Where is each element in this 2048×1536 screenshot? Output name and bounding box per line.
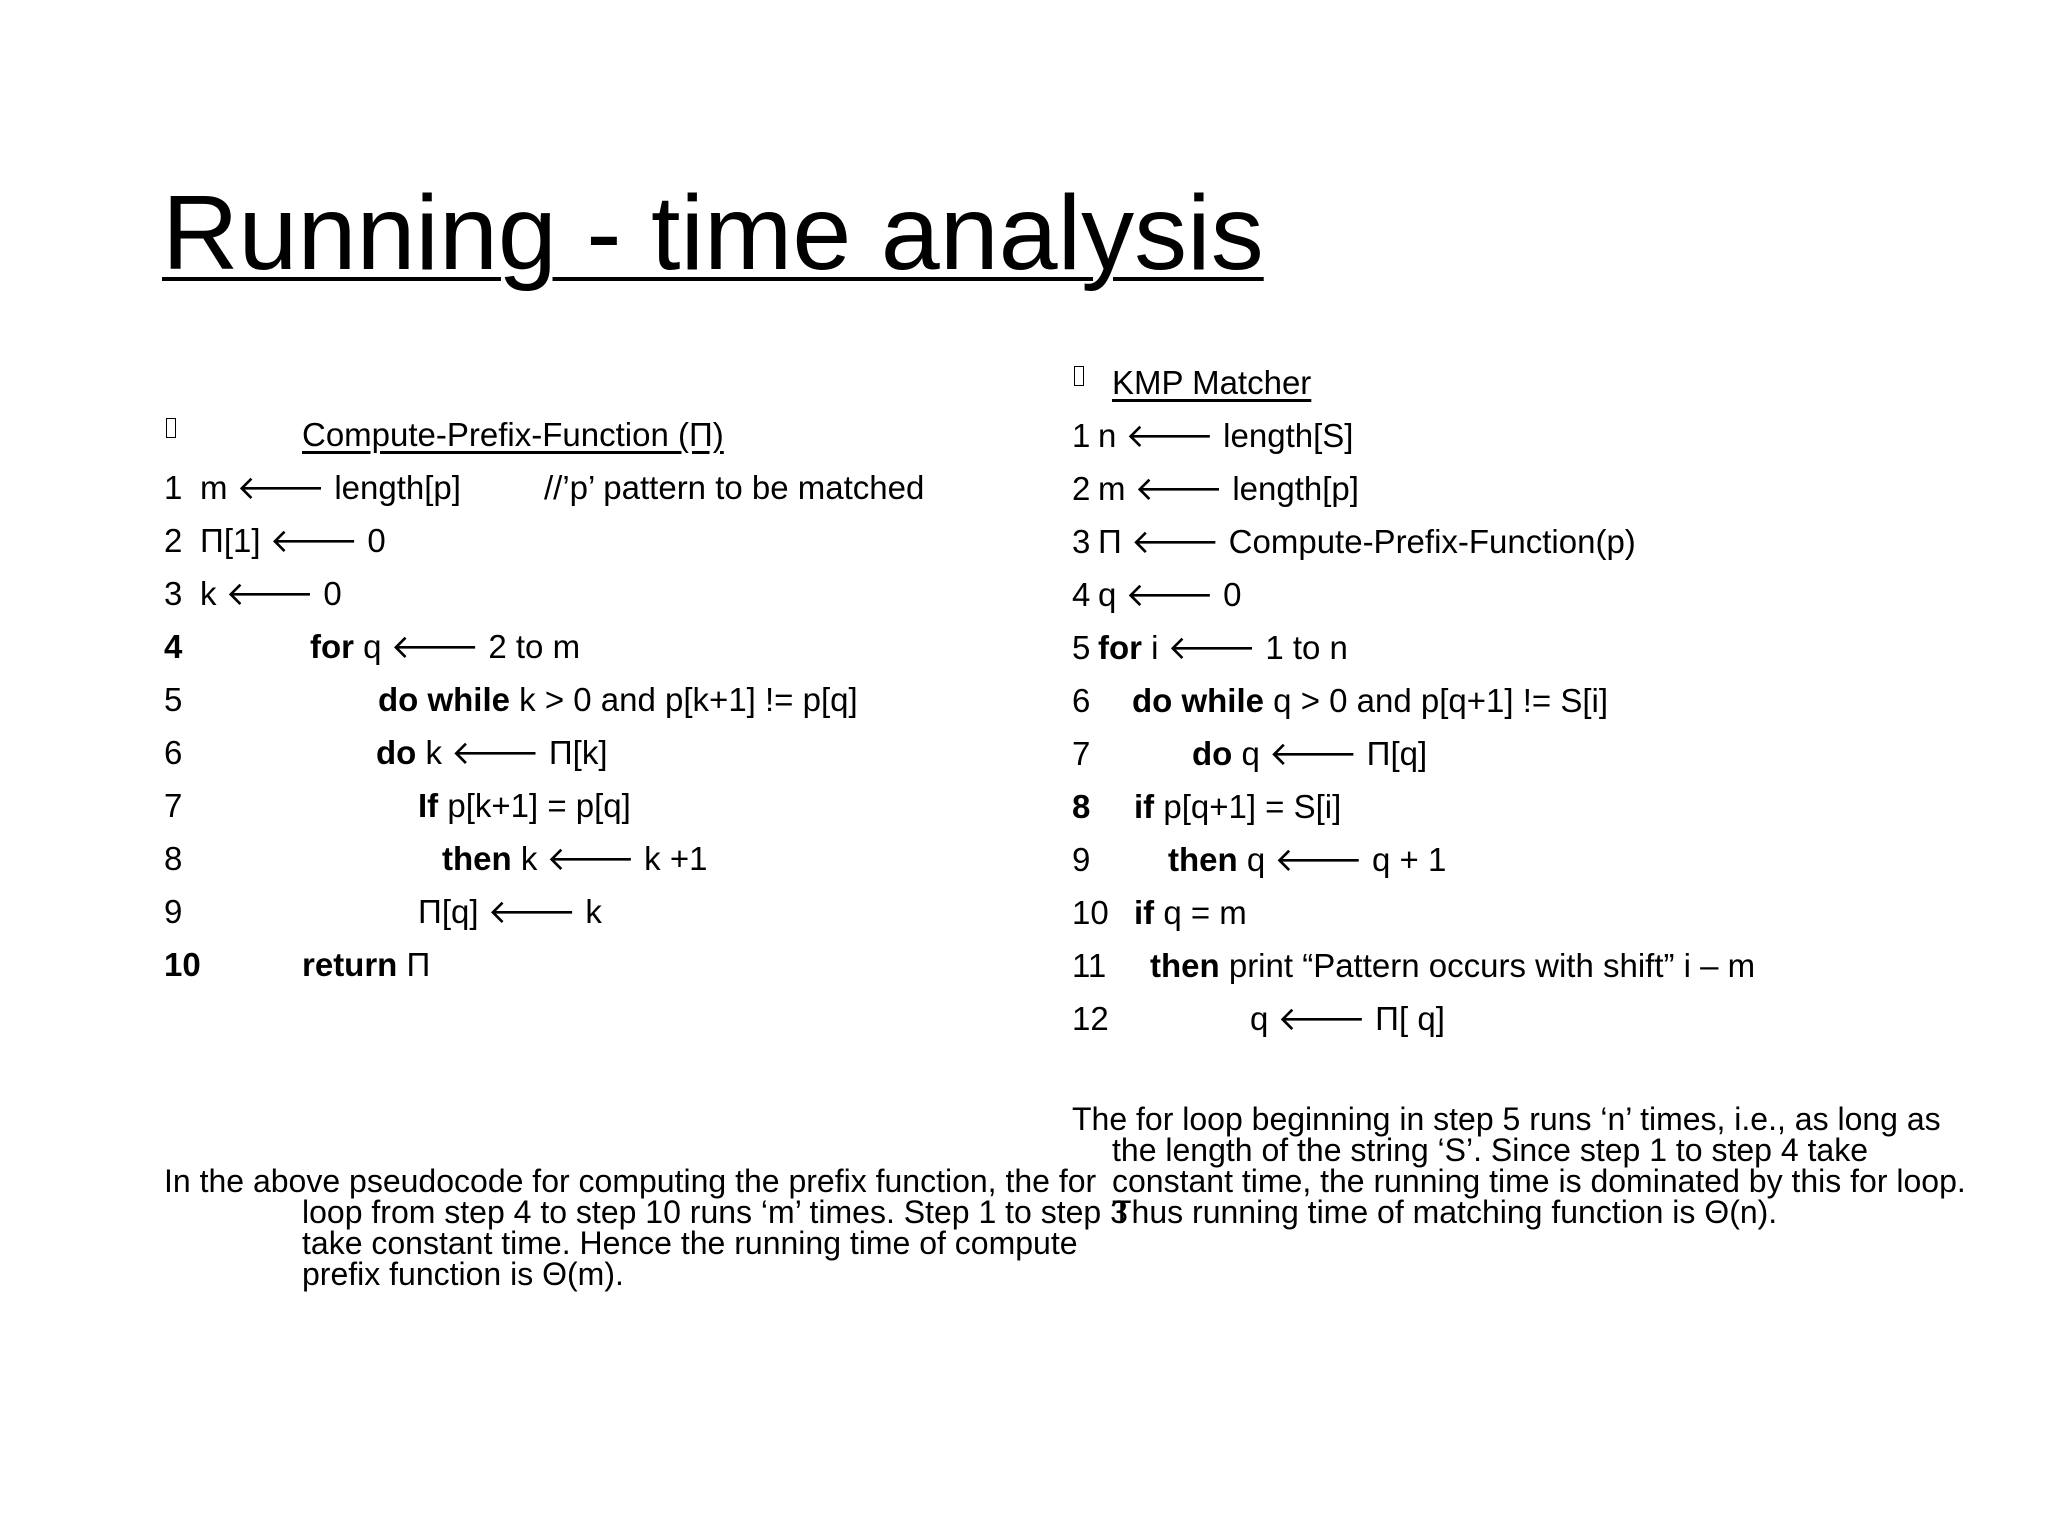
line-number: 6	[164, 734, 183, 771]
kmp-matcher-explanation: The for loop beginning in step 5 runs ‘n’ times, i.e., as long as the length of the string ‘S’. Since step 1 to step 4 take constant time, the running time is dominated by this for loop. Thus running time of matching function is Θ(n).	[1072, 1101, 1966, 1230]
keyword: then	[1168, 841, 1238, 878]
line-number: 7	[1072, 735, 1091, 772]
line-number: 5	[164, 681, 183, 718]
kmp-matcher-heading-line	[1072, 356, 1972, 409]
line-number: 1	[164, 469, 183, 506]
code-text: k 🡐 0	[200, 575, 342, 612]
code-line	[164, 938, 1044, 991]
code-text	[442, 832, 707, 885]
code-text: Π 🡐 Compute-Prefix-Function(p)	[1098, 523, 1636, 560]
line-number: 5	[1072, 629, 1091, 666]
keyword: do	[376, 734, 417, 771]
code-rest: k 🡐 k +1	[511, 840, 708, 877]
line-number: 7	[164, 787, 183, 824]
line-number: 3	[1072, 523, 1091, 560]
code-line	[1072, 886, 1972, 939]
keyword: do	[1192, 735, 1233, 772]
code-rest: q 🡐 2 to m	[354, 628, 581, 665]
code-text	[376, 726, 608, 779]
keyword: for	[1098, 629, 1142, 666]
code-text	[1192, 727, 1427, 780]
keyword: if	[1134, 788, 1155, 825]
code-rest: k 🡐 Π[k]	[416, 734, 608, 771]
keyword: then	[1150, 947, 1220, 984]
code-text	[310, 620, 580, 673]
code-line	[1072, 939, 1972, 992]
line-number: 8	[164, 840, 183, 877]
code-line	[1072, 462, 1972, 515]
code-line	[1072, 674, 1972, 727]
bullet-icon	[1074, 366, 1084, 386]
kmp-matcher-heading: KMP Matcher	[1112, 364, 1312, 401]
code-text: m 🡐 length[p]	[200, 469, 461, 506]
code-rest: p[q+1] = S[i]	[1154, 788, 1342, 825]
keyword: If	[418, 787, 439, 824]
code-text: m 🡐 length[p]	[1098, 470, 1359, 507]
prefix-function-heading-line	[164, 408, 1044, 461]
code-line	[164, 779, 1044, 832]
code-rest: k > 0 and p[k+1] != p[q]	[510, 681, 858, 718]
prefix-function-explanation: In the above pseudocode for computing the prefix function, the for loop from step 4 to step 10 runs ‘m’ times. Step 1 to step 3 take constant time. Hence the running time of compute prefix function is Θ(m).	[164, 1163, 1128, 1292]
code-line	[1072, 992, 1972, 1045]
code-text: n 🡐 length[S]	[1098, 417, 1354, 454]
code-line	[164, 885, 1044, 938]
code-text	[1168, 833, 1446, 886]
line-number: 9	[1072, 841, 1091, 878]
line-number: 11	[1072, 947, 1107, 984]
prefix-function-block	[164, 408, 1044, 991]
code-line	[164, 461, 1044, 514]
code-text	[418, 779, 631, 832]
code-text	[1134, 886, 1247, 939]
code-comment: //’p’ pattern to be matched	[544, 469, 925, 506]
keyword: if	[1134, 894, 1155, 931]
code-text: Π[1] 🡐 0	[200, 522, 386, 559]
code-line	[164, 673, 1044, 726]
line-number: 1	[1072, 417, 1091, 454]
keyword: return	[302, 946, 398, 983]
prefix-function-heading: Compute-Prefix-Function (Π)	[302, 416, 724, 453]
code-rest: i 🡐 1 to n	[1142, 629, 1348, 666]
kmp-matcher-block	[1072, 356, 1972, 1045]
code-text	[1132, 674, 1608, 727]
keyword: do while	[1132, 682, 1264, 719]
keyword: do while	[378, 681, 510, 718]
code-line	[1072, 727, 1972, 780]
code-rest: p[k+1] = p[q]	[438, 787, 631, 824]
line-number: 4	[164, 628, 183, 665]
line-number: 2	[1072, 470, 1091, 507]
code-text: q 🡐 0	[1098, 576, 1242, 613]
code-line	[1072, 621, 1972, 674]
code-line	[164, 726, 1044, 779]
code-line	[1072, 833, 1972, 886]
code-line	[164, 832, 1044, 885]
code-rest: Π	[397, 946, 431, 983]
keyword: for	[310, 628, 354, 665]
slide-title: Running - time analysis	[162, 174, 1264, 292]
code-text	[378, 673, 858, 726]
code-line	[1072, 568, 1972, 621]
line-number: 10	[1072, 894, 1109, 931]
code-rest: q 🡐 q + 1	[1237, 841, 1447, 878]
line-number: 6	[1072, 682, 1091, 719]
keyword: then	[442, 840, 512, 877]
line-number: 4	[1072, 576, 1091, 613]
line-number: 3	[164, 575, 183, 612]
code-text: Π[q] 🡐 k	[418, 893, 602, 930]
code-text: q 🡐 Π[ q]	[1250, 1000, 1445, 1037]
line-number: 12	[1072, 1000, 1109, 1037]
code-line	[1072, 515, 1972, 568]
code-line	[164, 620, 1044, 673]
code-line	[1072, 780, 1972, 833]
code-line	[164, 567, 1044, 620]
code-rest: print “Pattern occurs with shift” i – m	[1219, 947, 1756, 984]
code-text	[302, 938, 430, 991]
line-number: 9	[164, 893, 183, 930]
code-line	[1072, 409, 1972, 462]
line-number: 10	[164, 946, 201, 983]
code-text	[1150, 939, 1755, 992]
bullet-icon	[166, 418, 176, 438]
line-number: 8	[1072, 788, 1091, 825]
code-rest: q = m	[1154, 894, 1247, 931]
line-number: 2	[164, 522, 183, 559]
code-rest: q > 0 and p[q+1] != S[i]	[1264, 682, 1609, 719]
code-text	[1098, 621, 1348, 674]
code-text	[1134, 780, 1341, 833]
code-line	[164, 514, 1044, 567]
code-rest: q 🡐 Π[q]	[1232, 735, 1428, 772]
